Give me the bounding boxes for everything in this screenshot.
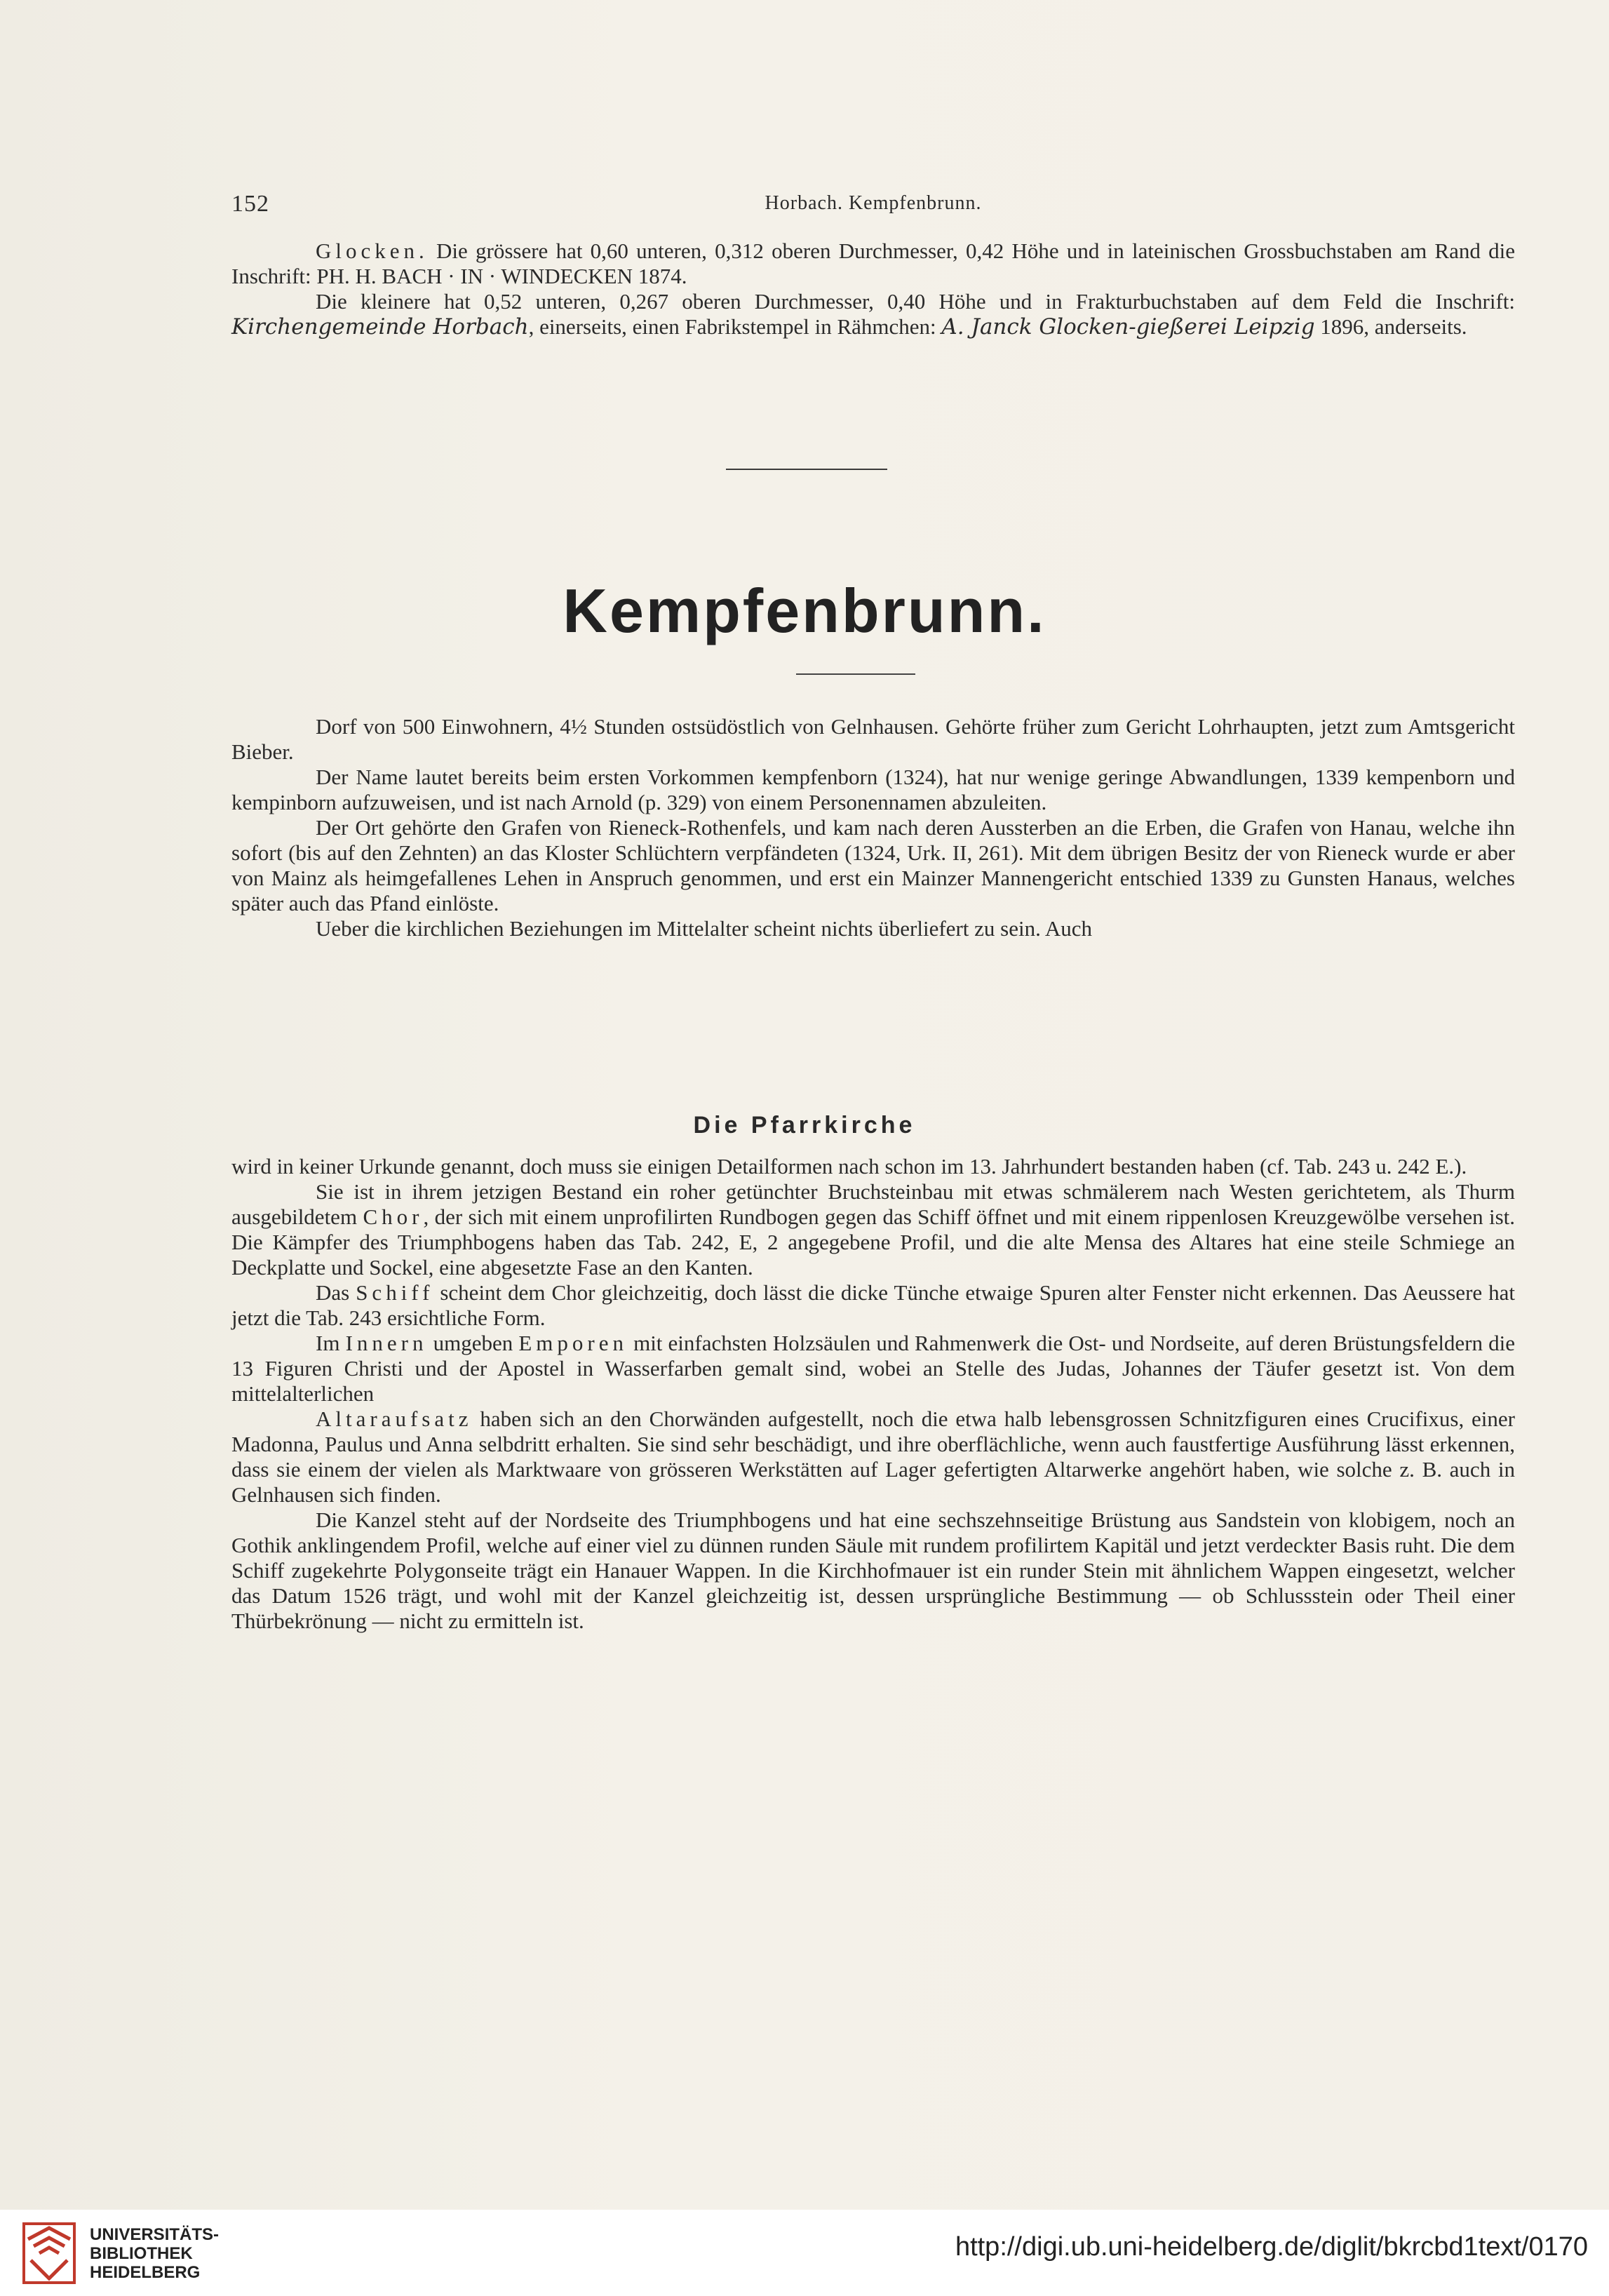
church-paragraph-4 [231,1407,1515,1508]
spaced-term-chor: Chor [363,1204,424,1229]
intro-paragraph: Der Name lautet bereits beim ersten Vorkommen kempfenborn (1324), hat nur wenige geringe Abwandlungen, 1339 kempenborn und kempinborn aufzuweisen, und ist nach Arnold (p. 329) von einem Personennamen abzuleiten. [231,765,1515,814]
permalink-url[interactable]: http://digi.ub.uni-heidelberg.de/diglit/bkrcbd1text/0170 [955,2232,1588,2262]
text-run: mit einfachsten Holzsäulen und Rahmenwerk die Ost- und Nordseite, auf deren Brüstungsfeldern die 13 Figuren Christi und der Apostel in Wasserfarben gemalt sind, wobei an Stelle des Judas, Johannes der Täufer gesetzt ist. Von dem mittelalterlichen [231,1331,1515,1406]
church-paragraph-2 [231,1280,1515,1331]
page-number: 152 [231,191,269,217]
divider-rule [726,469,887,470]
title-rule [796,673,915,675]
glocken-p2-text-b: , einerseits, einen Fabrikstempel in Rähmchen: [528,314,942,339]
university-library-logo-icon[interactable] [21,2218,77,2285]
spaced-term-emporen: Emporen [518,1331,628,1355]
intro-paragraph: Der Ort gehörte den Grafen von Rieneck-Rothenfels, und kam nach deren Aussterben an die Erben, die Grafen von Hanau, welche ihn sofort (bis auf den Zehnten) an das Kloster Schlüchtern verpfändeten (1324, Urk. II, 261). Mit dem übrigen Besitz der von Rieneck wurde er aber von Mainz als heimgefallenes Lehen in Anspruch genommen, und erst ein Mainzer Mannengericht entschied 1339 zu Gunsten Hanaus, welches später auch das Pfand einlöste. [231,815,1515,915]
church-paragraph-3 [231,1331,1515,1407]
library-name-line: UNIVERSITÄTS- [90,2225,220,2244]
text-run: Sie ist in ihrem jetzigen Bestand ein roher getünchter Bruchsteinbau mit etwas schmälerem nach Westen gerichtetem, als Thurm ausgebildetem [231,1179,1515,1229]
intro-paragraph: Dorf von 500 Einwohnern, 4½ Stunden ostsüdöstlich von Gelnhausen. Gehörte früher zum Gericht Lohrhaupten, jetzt zum Amtsgericht Bieber. [231,714,1515,764]
glocken-p2-text-c: 1896, anderseits. [1314,314,1467,339]
glocken-paragraph-2 [231,289,1515,340]
glocken-p2-text-a: Die kleinere hat 0,52 unteren, 0,267 oberen Durchmesser, 0,40 Höhe und in Frakturbuchstaben auf dem Feld die Inschrift: [316,289,1515,314]
glocken-paragraph-1 [231,239,1515,289]
church-paragraph-1 [231,1179,1515,1280]
chapter-title: Kempfenbrunn. [563,576,1046,645]
intro-section [231,714,1515,941]
text-run: scheint dem Chor gleichzeitig, doch lässt die dicke Tünche etwaige Spuren alter Fenster nicht erkennen. Das Aeussere hat jetzt die Tab. 243 ersichtliche Form. [231,1280,1515,1330]
text-run: , der sich mit einem unprofilirten Rundbogen gegen das Schiff öffnet und mit einem rippenlosen Kreuzgewölbe versehen ist. Die Kämpfer des Triumphbogens haben das Tab. 242, E, 2 angegebene Profil, und die alte Mensa des Altares hat eine steile Schmiege an Deckplatte und Sockel, eine abgesetzte Fase an den Kanten. [231,1204,1515,1280]
spaced-term-schiff: Schiff [356,1280,434,1305]
text-run: Im [316,1331,346,1355]
church-paragraph-0: wird in keiner Urkunde genannt, doch muss sie einigen Detailformen nach schon im 13. Jahrhundert bestanden haben (cf. Tab. 243 u. 242 E.). [231,1154,1467,1179]
church-section [231,1154,1515,1634]
text-run: haben sich an den Chorwänden aufgestellt, noch die etwa halb lebensgrossen Schnitzfiguren eines Crucifixus, einer Madonna, Paulus und Anna selbdritt erhalten. Sie sind sehr beschädigt, und ihre oberflächliche, wenn auch faustfertige Ausführung lässt erkennen, dass sie einem der vielen als Marktwaare von grösseren Werkstätten auf Lager gefertigten Altarwerke angehört haben, wie solche z. B. auch in Gelnhausen sich finden. [231,1407,1515,1507]
library-name-line: HEIDELBERG [90,2263,201,2282]
section-heading: Die Pfarrkirche [693,1112,916,1139]
library-name-line: BIBLIOTHEK [90,2244,193,2263]
text-run: Das [316,1280,356,1305]
page-header [231,191,1515,219]
church-paragraph-5: Die Kanzel steht auf der Nordseite des Triumphbogens und hat eine sechszehnseitige Brüstung aus Sandstein von klobigem, noch an Gothik anklingendem Profil, welche auf einer viel zu dünnen runden Säule mit rundem profilirtem Kapitäl und jetzt verdeckter Basis ruht. Die dem Schiff zugekehrte Polygonseite trägt ein Hanauer Wappen. In die Kirchhofmauer ist ein runder Stein mit ähnlichem Wappen eingesetzt, welcher das Datum 1526 trägt, und wohl mit der Kanzel gleichzeitig ist, dessen ursprüngliche Bestimmung — ob Schlussstein oder Theil einer Thürbekrönung — nicht zu ermitteln ist. [231,1508,1515,1633]
glocken-lead: Glocken. [316,239,429,263]
running-title: Horbach. Kempfenbrunn. [765,192,982,214]
glocken-p1-text: Die grössere hat 0,60 unteren, 0,312 oberen Durchmesser, 0,42 Höhe und in lateinischen Grossbuchstaben am Rand die Inschrift: PH. H. BACH · IN · WINDECKEN 1874. [231,239,1515,288]
text-run: umgeben [427,1331,519,1355]
spaced-term-innern: Innern [345,1331,428,1355]
library-name[interactable] [90,2225,219,2282]
glocken-section [231,239,1515,340]
intro-paragraph: Ueber die kirchlichen Beziehungen im Mittelalter scheint nichts überliefert zu sein. Auch [316,916,1093,941]
spaced-term-altaraufsatz: Altaraufsatz [316,1407,473,1431]
fraktur-inscription-1: Kirchengemeinde Horbach [231,314,529,340]
fraktur-inscription-2: A. Janck Glocken-gießerei Leipzig [941,314,1315,340]
